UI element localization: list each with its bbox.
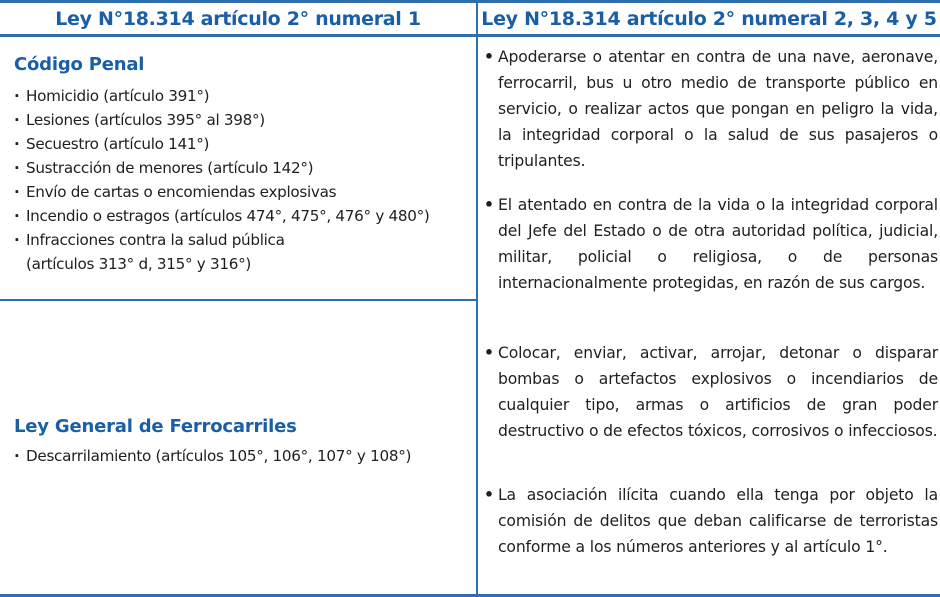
right-list-item: • Colocar, enviar, activar, arrojar, detonar o disparar bombas o artefactos explosivos o incendiarios de cualquier tipo, armas o artificios de gran poder destructivo o de efectos tóxicos, corrosivos o infecciosos. bbox=[484, 340, 938, 444]
list-item: · Lesiones (artículos 395° al 398°) bbox=[14, 108, 430, 132]
right-list-item: • Apoderarse o atentar en contra de una nave, aeronave, ferrocarril, bus u otro medio de transporte público en servicio, o realizar actos que pongan en peligro la vida, la integridad corporal o la salud de sus pasajeros o tripulantes. bbox=[484, 44, 938, 174]
column-divider bbox=[476, 0, 478, 595]
header-right: Ley N°18.314 artículo 2° numeral 2, 3, 4 y 5 bbox=[481, 7, 937, 30]
bullet-icon: • bbox=[484, 196, 494, 214]
header-left: Ley N°18.314 artículo 2° numeral 1 bbox=[55, 7, 421, 30]
bullet-icon: • bbox=[484, 48, 494, 66]
header-rule bbox=[0, 34, 940, 37]
list-item: · Sustracción de menores (artículo 142°) bbox=[14, 156, 430, 180]
ferrocarriles-list bbox=[14, 444, 411, 468]
list-item: · Infracciones contra la salud pública bbox=[14, 228, 430, 252]
section-title-ley-ferrocarriles: Ley General de Ferrocarriles bbox=[14, 416, 297, 437]
right-list-item: • El atentado en contra de la vida o la integridad corporal del Jefe del Estado o de otra autoridad política, judicial, militar, policial o religiosa, o de personas internacionalmente protegidas, en razón de sus cargos. bbox=[484, 192, 938, 296]
list-item: · Descarrilamiento (artículos 105°, 106°, 107° y 108°) bbox=[14, 444, 411, 468]
section-divider bbox=[0, 299, 476, 301]
list-item: · Envío de cartas o encomiendas explosivas bbox=[14, 180, 430, 204]
section-title-codigo-penal: Código Penal bbox=[14, 54, 145, 75]
bullet-icon: • bbox=[484, 344, 494, 362]
list-item: · Incendio o estragos (artículos 474°, 475°, 476° y 480°) bbox=[14, 204, 430, 228]
codigo-penal-list bbox=[14, 84, 430, 276]
bullet-icon: • bbox=[484, 486, 494, 504]
list-item: · Secuestro (artículo 141°) bbox=[14, 132, 430, 156]
list-item: · Homicidio (artículo 391°) bbox=[14, 84, 430, 108]
list-item-continuation: (artículos 313° d, 315° y 316°) bbox=[26, 255, 252, 273]
right-list-item: • La asociación ilícita cuando ella tenga por objeto la comisión de delitos que deban calificarse de terroristas conforme a los números anteriores y al artículo 1°. bbox=[484, 482, 938, 560]
